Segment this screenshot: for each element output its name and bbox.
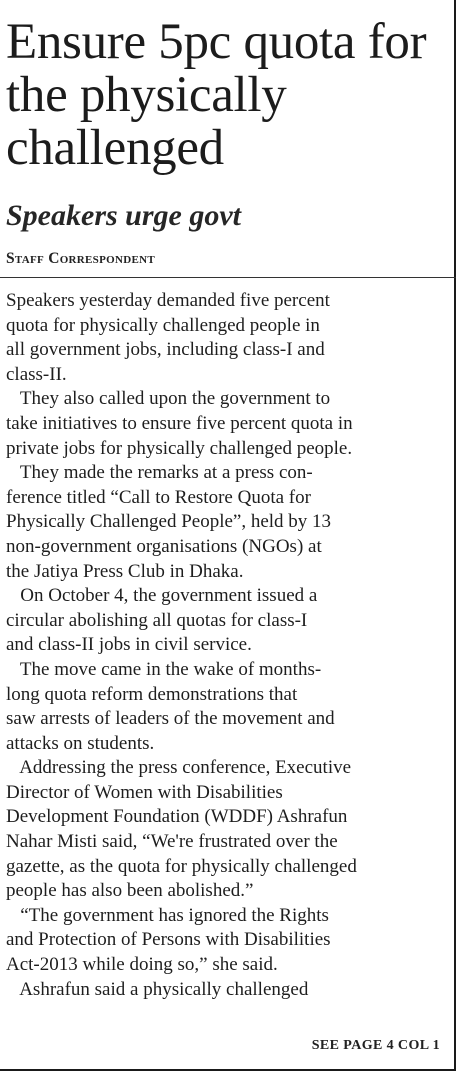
body-line: and class-II jobs in civil service. xyxy=(6,634,252,656)
body-line: saw arrests of leaders of the movement and xyxy=(6,708,335,730)
body-line: Speakers yesterday demanded five percent xyxy=(6,290,330,311)
body-line: “The government has ignored the Rights xyxy=(6,904,329,926)
body-line: On October 4, the government issued a xyxy=(6,585,318,607)
body-line: class-II. xyxy=(6,363,67,385)
continuation-note: SEE PAGE 4 COL 1 xyxy=(311,1038,440,1053)
body-line: They also called upon the government to xyxy=(6,388,331,410)
body-line: quota for physically challenged people in xyxy=(6,314,320,336)
article-body xyxy=(6,289,448,1002)
body-line: gazette, as the quota for physically challenged xyxy=(6,855,357,877)
body-line: Physically Challenged People”, held by 13 xyxy=(6,511,332,533)
headline: Ensure 5pc quota for the physically challenged xyxy=(6,14,427,176)
body-line: non-government organisations (NGOs) at xyxy=(6,535,322,557)
body-line: the Jatiya Press Club in Dhaka. xyxy=(6,560,244,582)
body-line: Development Foundation (WDDF) Ashrafun xyxy=(6,806,348,828)
subheadline: Speakers urge govt xyxy=(6,199,241,232)
byline: Staff Correspondent xyxy=(6,250,155,267)
body-line: circular abolishing all quotas for class-I xyxy=(6,609,308,631)
body-line: Ashrafun said a physically challenged xyxy=(6,978,309,1000)
body-line: long quota reform demonstrations that xyxy=(6,683,298,705)
body-line: They made the remarks at a press con- xyxy=(6,462,313,484)
body-line: people has also been abolished.” xyxy=(6,880,254,902)
body-line: private jobs for physically challenged people. xyxy=(6,437,353,459)
body-line: and Protection of Persons with Disabilities xyxy=(6,929,331,951)
body-line: Nahar Misti said, “We're frustrated over the xyxy=(6,831,338,853)
body-line: Director of Women with Disabilities xyxy=(6,781,283,803)
body-line: all government jobs, including class-I and xyxy=(6,339,325,361)
body-line: The move came in the wake of months- xyxy=(6,658,322,680)
body-line: Addressing the press conference, Executive xyxy=(6,757,352,779)
body-line: take initiatives to ensure five percent quota in xyxy=(6,412,353,434)
body-line: Act-2013 while doing so,” she said. xyxy=(6,954,278,976)
body-line: attacks on students. xyxy=(6,732,155,754)
byline-divider xyxy=(0,277,456,278)
body-line: ference titled “Call to Restore Quota for xyxy=(6,486,311,508)
